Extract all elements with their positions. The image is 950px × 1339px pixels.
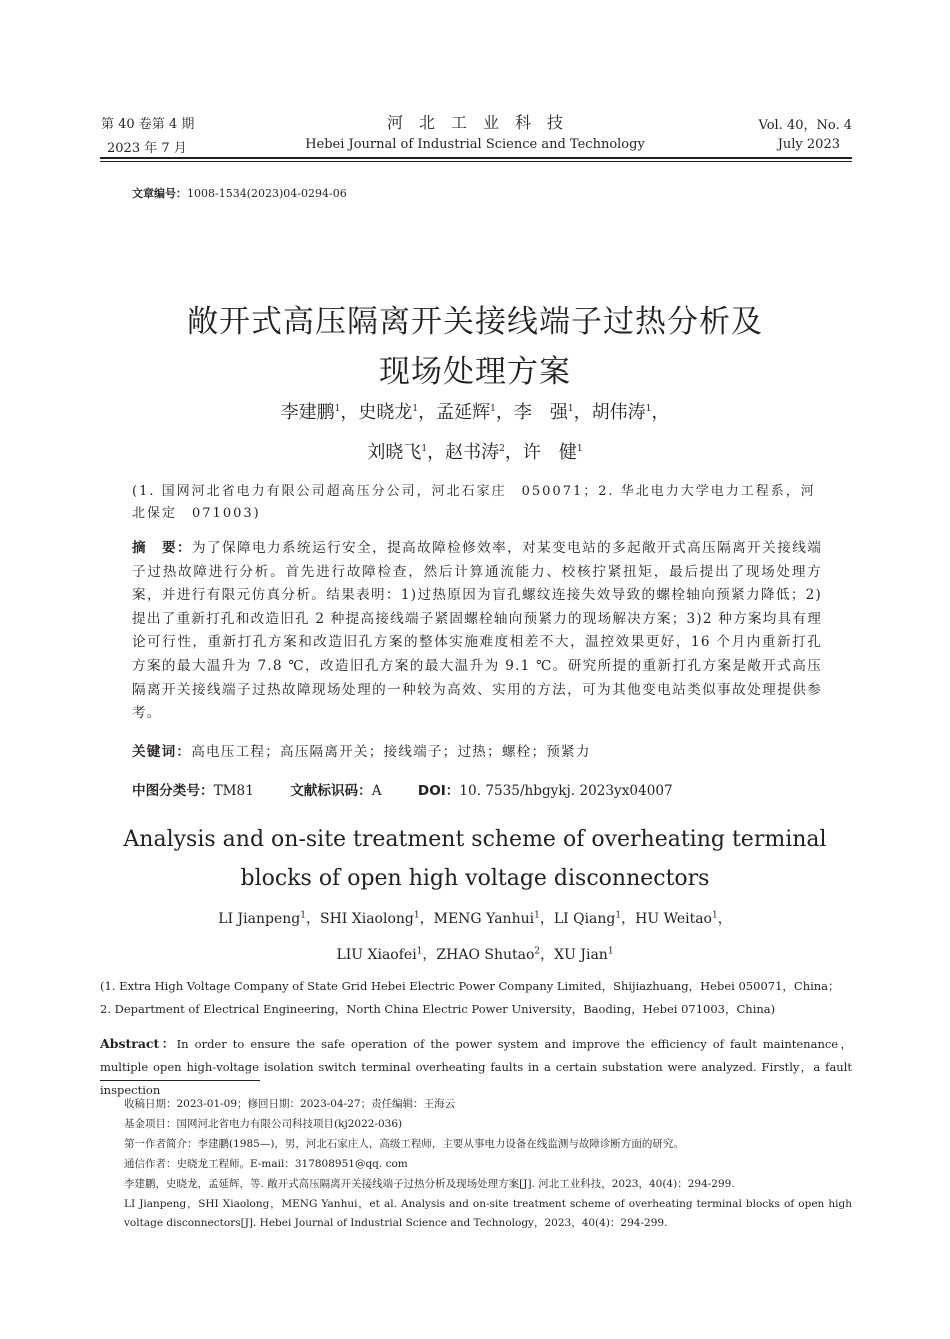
author-cn-affiliation-mark: 2: [499, 444, 505, 454]
author-cn-separator: ，: [651, 402, 670, 423]
keywords-cn: [132, 741, 822, 765]
abstract-en-label: Abstract：: [100, 1036, 177, 1051]
authors-en-line1: [0, 908, 950, 928]
header-rule-thick: [100, 157, 852, 159]
abstract-cn-text: 为了保障电力系统运行安全，提高故障检修效率，对某变电站的多起敞开式高压隔离开关接线端子过热故障进行分析。首先进行故障检查，然后计算通流能力、校核拧紧扭矩，最后提出了现场处理方案，并进行有限元仿真分析。结果表明：1)过热原因为盲孔螺纹连接失效导致的螺栓轴向预紧力降低；2)提出了重新打孔和改造旧孔 2 种提高接线端子紧固螺栓轴向预紧力的现场解决方案；3)2 种方案均具有理论可行性，重新打孔方案和改造旧孔方案的整体实施难度相差不大，温控效果更好，16 个月内重新打孔方案的最大温升为 7.8 ℃，改造旧孔方案的最大温升为 9.1 ℃。研究所提的重新打孔方案是敞开式高压隔离开关接线端子过热故障现场处理的一种较为高效、实用的方法，可为其他变电站类似事故处理提供参考。: [132, 540, 822, 722]
author-cn-name: 许 健: [522, 442, 577, 463]
author-en-affiliation-mark: 1: [300, 910, 306, 921]
author-cn-affiliation-mark: 1: [576, 444, 583, 454]
author-cn-affiliation-mark: 1: [490, 404, 496, 414]
author-cn-name: 孟延辉: [436, 402, 491, 423]
author-cn-name: 刘晓飞: [367, 442, 422, 463]
author-en-name: XU Jian: [554, 947, 608, 963]
author-en-affiliation-mark: 1: [607, 946, 614, 957]
author-cn-name: 胡伟涛: [591, 402, 646, 423]
classification-line: [132, 779, 673, 799]
author-en-name: SHI Xiaolong: [319, 911, 414, 927]
abstract-en: [100, 1032, 852, 1102]
author-en-separator: ，: [540, 947, 555, 963]
author-en-separator: ，: [621, 911, 636, 927]
author-cn-separator: ，: [427, 442, 446, 463]
author-cn-separator: ，: [504, 442, 523, 463]
author-en-separator: ，: [717, 911, 732, 927]
author-cn-name: 李建鹏: [280, 402, 335, 423]
author-cn-separator: ，: [418, 402, 437, 423]
doi-label: DOI：: [417, 783, 460, 799]
publication-date-cn: 2023 年 7 月: [107, 141, 187, 156]
author-cn-affiliation-mark: 1: [421, 444, 428, 454]
publication-date-en: July 2023: [777, 137, 840, 152]
author-cn-separator: ，: [495, 402, 514, 423]
doc-code-label: 文献标识码：: [290, 783, 372, 799]
article-number-value: 1008-1534(2023)04-0294-06: [187, 187, 347, 200]
author-en-separator: ，: [305, 911, 320, 927]
abstract-en-text: In order to ensure the safe operation of the power system and improve the efficiency of fault maintenance，multiple open high-voltage isolation switch terminal overheating faults in a certain substation were analyzed. Firstly，a fault inspection: [100, 1037, 852, 1097]
affiliation-cn: (1. 国网河北省电力有限公司超高压分公司，河北石家庄 050071；2. 华北电力大学电力工程系，河北保定 071003): [132, 484, 816, 521]
author-en-affiliation-mark: 2: [534, 946, 541, 957]
author-cn-name: 赵书涛: [445, 442, 500, 463]
abstract-cn: [132, 537, 822, 726]
author-en-affiliation-mark: 1: [615, 910, 622, 921]
abstract-cn-label: 摘 要：: [132, 540, 193, 556]
volume-issue-en: Vol. 40，No. 4: [758, 118, 852, 133]
title-en-line1: Analysis and on-site treatment scheme of overheating terminal: [123, 827, 827, 852]
footnote-corresponding: 通信作者：史晓龙工程师。E-mail：317808951@qq. com: [124, 1158, 408, 1170]
clc-value: TM81: [213, 783, 254, 799]
article-number-label: 文章编号：: [132, 187, 187, 200]
authors-en-line2: [0, 944, 950, 964]
author-en-affiliation-mark: 1: [534, 910, 540, 921]
author-cn-separator: ，: [573, 402, 592, 423]
footnote-received: 收稿日期：2023-01-09；修回日期：2023-04-27；责任编辑：王海云: [124, 1098, 456, 1110]
citation-en: LI Jianpeng，SHI Xiaolong，MENG Yanhui，et al. Analysis and on-site treatment scheme of overheating terminal blocks of open high voltage disconnectors[J]. Hebei Journal of Industrial Science and Technology，2023，40(4)：294-299.: [124, 1198, 852, 1229]
keywords-cn-label: 关键词：: [132, 744, 192, 760]
doc-code-value: A: [371, 783, 382, 799]
author-en-name: LIU Xiaofei: [336, 947, 417, 963]
clc-label: 中图分类号：: [132, 783, 214, 799]
author-cn-name: 李 强: [513, 402, 568, 423]
author-en-affiliation-mark: 1: [413, 910, 420, 921]
author-en-separator: ，: [539, 911, 554, 927]
title-cn-line1: 敞开式高压隔离开关接线端子过热分析及: [187, 304, 763, 340]
author-cn-affiliation-mark: 1: [645, 404, 652, 414]
footnote-rule: [100, 1080, 260, 1081]
journal-name-en: Hebei Journal of Industrial Science and Technology: [305, 137, 645, 152]
authors-cn-line2: [0, 438, 950, 464]
header-rule-thin: [100, 161, 852, 162]
author-en-name: HU Weitao: [635, 911, 712, 927]
author-en-name: MENG Yanhui: [433, 911, 535, 927]
keywords-cn-text: 高电压工程；高压隔离开关；接线端子；过热；螺栓；预紧力: [191, 744, 591, 760]
author-en-affiliation-mark: 1: [416, 946, 423, 957]
title-cn-line2: 现场处理方案: [379, 354, 571, 390]
author-en-name: LI Jianpeng: [218, 911, 301, 927]
author-en-separator: ，: [419, 911, 434, 927]
title-en-line2: blocks of open high voltage disconnectors: [240, 866, 710, 891]
citation-cn: 李建鹏，史晓龙，孟延辉，等. 敞开式高压隔离开关接线端子过热分析及现场处理方案[J]. 河北工业科技，2023，40(4)：294-299.: [124, 1178, 735, 1190]
article-number: [132, 185, 347, 201]
affiliation-en-line1: (1. Extra High Voltage Company of State Grid Hebei Electric Power Company Limited，Shijiazhuang，Hebei 050071，China；: [100, 979, 840, 993]
doi-value: 10. 7535/hbgykj. 2023yx04007: [459, 783, 673, 799]
author-cn-name: 史晓龙: [358, 402, 413, 423]
author-cn-affiliation-mark: 1: [412, 404, 419, 414]
footnote-fund: 基金项目：国网河北省电力有限公司科技项目(kj2022-036): [124, 1118, 403, 1130]
affiliation-en-line2: 2. Department of Electrical Engineering，North China Electric Power University，Baoding，Hebei 071003，China): [100, 1002, 776, 1016]
footnote-first-author: 第一作者简介：李建鹏(1985—)，男，河北石家庄人，高级工程师，主要从事电力设备在线监测与故障诊断方面的研究。: [124, 1138, 684, 1150]
author-en-affiliation-mark: 1: [711, 910, 718, 921]
journal-name-cn: 河 北 工 业 科 技: [386, 113, 563, 132]
volume-issue-cn: 第 40 卷第 4 期: [101, 117, 195, 132]
author-en-separator: ，: [422, 947, 437, 963]
author-cn-separator: ，: [340, 402, 359, 423]
author-en-name: LI Qiang: [553, 911, 616, 927]
author-en-name: ZHAO Shutao: [436, 947, 535, 963]
author-cn-affiliation-mark: 1: [567, 404, 574, 414]
author-cn-affiliation-mark: 1: [334, 404, 341, 414]
authors-cn-line1: [0, 398, 950, 424]
